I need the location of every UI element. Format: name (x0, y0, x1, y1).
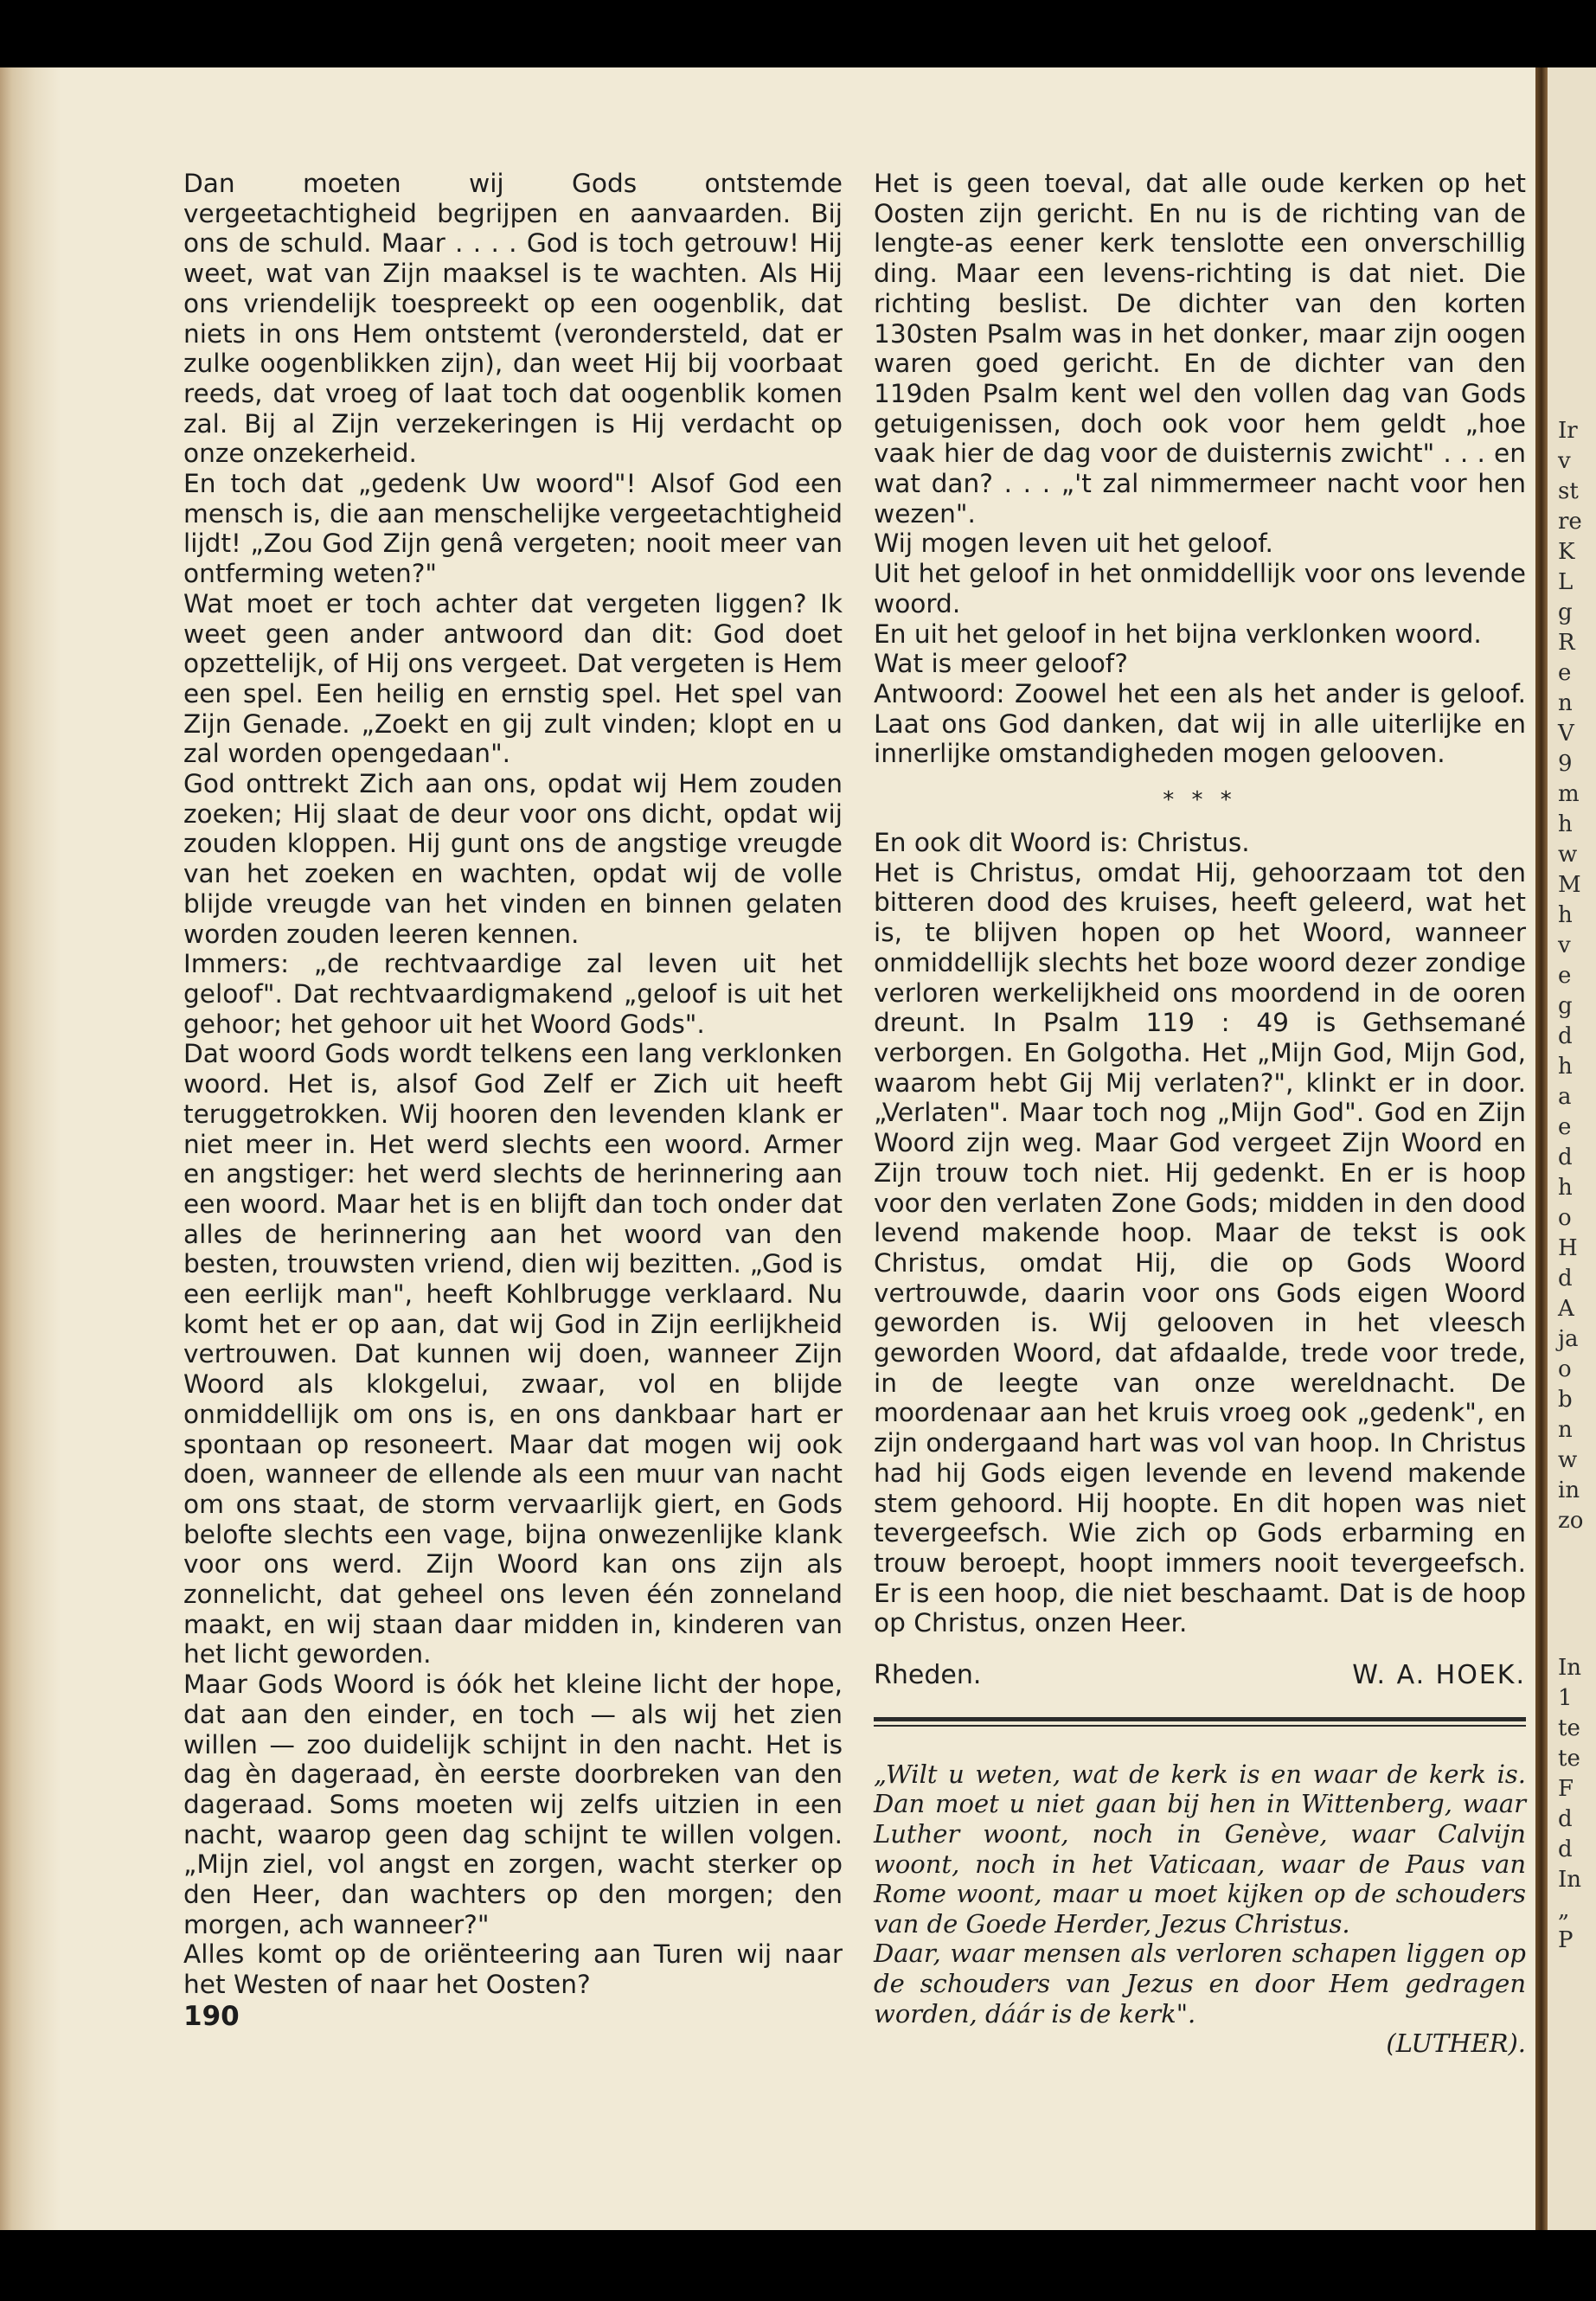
edge-fragment: a (1558, 1084, 1572, 1110)
divider-rule-thin (874, 1725, 1526, 1727)
edge-fragment: d (1558, 1836, 1573, 1862)
edge-fragment: v (1558, 933, 1571, 958)
luther-quote (874, 1759, 1526, 2059)
binding-band (1535, 67, 1548, 2230)
quote-text: Daar, waar mensen als verloren schapen liggen op de schouders van Jezus en door Hem gedragen worden, dáár is de kerk". (874, 1939, 1526, 2029)
edge-fragment: d (1558, 1023, 1573, 1049)
next-page-text-fragments (1558, 67, 1596, 2230)
edge-fragment: V (1558, 721, 1574, 747)
edge-fragment: m (1558, 781, 1580, 807)
paragraph: Uit het geloof in het onmiddellijk voor ons levende woord. (874, 559, 1526, 619)
next-page-edge (1535, 67, 1596, 2230)
divider-rule (874, 1717, 1526, 1721)
paragraph: Dat woord Gods wordt telkens een lang verklonken woord. Het is, alsof God Zelf er Zich uit heeft teruggetrokken. Wij hooren den levenden klank er niet meer in. Het werd slechts een woord. Armer en angstiger: het werd slechts de herinnering aan een woord. Maar het is en blijft dan toch onder dat alles de herinnering aan het woord van den besten, trouwsten vriend, dien wij bezitten. „God is een eerlijk man", heeft Kohlbrugge verklaard. Nu komt het er op aan, dat wij God in Zijn eerlijkheid vertrouwen. Dat kunnen wij doen, wanneer Zijn Woord als klokgelui, zwaar, vol en blijde onmiddellijk om ons is, en ons dankbaar hart er spontaan op resoneert. Maar dat mogen wij ook doen, wanneer de ellende als een muur van nacht om ons staat, de storm vervaarlijk giert, en Gods belofte slechts een vage, bijna onwezenlijke klank voor ons werd. Zijn Woord kan ons zijn als zonnelicht, dat geheel ons leven één zonneland maakt, en wij staan daar midden in, kinderen van het licht geworden. (183, 1039, 843, 1670)
edge-fragment: d (1558, 1806, 1573, 1832)
edge-fragment: R (1558, 630, 1575, 656)
edge-fragment: w (1558, 1447, 1578, 1473)
edge-fragment: st (1558, 478, 1579, 504)
edge-fragment: d (1558, 1266, 1573, 1292)
edge-fragment: w (1558, 842, 1578, 868)
edge-fragment: e (1558, 1114, 1572, 1140)
edge-fragment: o (1558, 1356, 1572, 1382)
quote-attribution: (LUTHER). (1386, 2029, 1526, 2059)
paragraph: En toch dat „gedenk Uw woord"! Alsof God een mensch is, die aan menschelijke vergeetachtigheid lijdt! „Zou God Zijn genâ vergeten; nooit meer van ontferming weten?" (183, 469, 843, 589)
paragraph: God onttrekt Zich aan ons, opdat wij Hem zouden zoeken; Hij slaat de deur voor ons dicht, opdat wij zouden kloppen. Hij gunt ons de angstige vreugde van het zoeken en wachten, opdat wij de volle blijde vreugde van het vinden en binnen gelaten worden zouden leeren kennen. (183, 769, 843, 949)
paragraph: Alles komt op de oriënteering aan Turen wij naar het Westen of naar het Oosten? (183, 1939, 843, 2000)
paragraph: Maar Gods Woord is óók het kleine licht der hope, dat aan den einder, en toch — als wij het zien willen — zoo duidelijk schijnt in den nacht. Het is dag èn dageraad, èn eerste doorbreken van den dageraad. Soms moeten wij zelfs uitzien in een nacht, waarop geen dag schijnt te willen volgen. „Mijn ziel, vol angst en zorgen, wacht sterker op den Heer, dan wachters op den morgen; den morgen, ach wanneer?" (183, 1670, 843, 1939)
paragraph: Het is Christus, omdat Hij, gehoorzaam tot den bitteren dood des kruises, heeft geleerd, wat het is, te blijven hopen op het Woord, wanneer onmiddellijk slechts het boze woord dezer zondige verloren werkelijkheid ons moordend in de ooren dreunt. In Psalm 119 : 49 is Gethsemané verborgen. En Golgotha. Het „Mijn God, Mijn God, waarom hebt Gij Mij verlaten?", klinkt er in door. „Verlaten". Maar toch nog „Mijn God". God en Zijn Woord zijn weg. Maar God vergeet Zijn Woord en Zijn trouw toch niet. Hij gedenkt. En er is hoop voor den verlaten Zone Gods; midden in den dood levend makende hoop. Maar de tekst is ook Christus, omdat Hij, die op Gods Woord vertrouwde, daarin voor ons Gods eigen Woord geworden is. Wij gelooven in het vleesch geworden Woord, dat afdaalde, trede voor trede, in de leegte van onze wereldnacht. De moordenaar aan het kruis vroeg ook „gedenk", en zijn ondergaand hart was vol van hoop. In Christus had hij Gods eigen levende en levend makende stem gehoord. Hij hoopte. En dit hopen was niet tevergeefsch. Wie zich op Gods erbarming en trouw beroept, hoopt immers nooit tevergeefsch. Er is een hoop, die niet beschaamt. Dat is de hoop op Christus, onzen Heer. (874, 857, 1526, 1638)
edge-fragment: te (1558, 1746, 1580, 1772)
edge-fragment: A (1558, 1296, 1574, 1322)
paragraph: Antwoord: Zoowel het een als het ander is geloof. Laat ons God danken, dat wij in alle uiterlijke en innerlijke omstandigheden mogen gelooven. (874, 678, 1526, 769)
edge-fragment: In (1558, 1655, 1582, 1681)
edge-fragment: L (1558, 569, 1574, 595)
edge-fragment: Ir (1558, 418, 1578, 444)
paragraph: Wij mogen leven uit het geloof. (874, 529, 1273, 559)
edge-fragment: g (1558, 599, 1573, 625)
section-separator: * * * (1163, 787, 1237, 814)
book-gutter-shadow (0, 67, 61, 2230)
signature-row (874, 1661, 1526, 1691)
edge-fragment: n (1558, 690, 1573, 716)
edge-fragment: o (1558, 1205, 1572, 1231)
right-column (874, 169, 1526, 2059)
edge-fragment: b (1558, 1387, 1573, 1413)
edge-fragment: te (1558, 1715, 1580, 1741)
paragraph: En ook dit Woord is: Christus. (874, 828, 1250, 858)
edge-fragment: v (1558, 448, 1571, 474)
edge-fragment: ja (1558, 1326, 1579, 1352)
paragraph: En uit het geloof in het bijna verklonken woord. (874, 619, 1482, 649)
edge-fragment: h (1558, 1054, 1573, 1080)
signature-place: Rheden. (874, 1660, 982, 1691)
edge-fragment: in (1558, 1477, 1580, 1503)
paragraph: Wat is meer geloof? (874, 649, 1128, 679)
edge-fragment: g (1558, 993, 1573, 1019)
paragraph: Immers: „de rechtvaardige zal leven uit het geloof". Dat rechtvaardigmakend „geloof is uit het gehoor; het gehoor uit het Woord Gods". (183, 949, 843, 1039)
edge-fragment: P (1558, 1927, 1574, 1953)
edge-fragment: 9 (1558, 751, 1573, 777)
edge-fragment: re (1558, 509, 1582, 535)
edge-fragment: h (1558, 811, 1573, 837)
edge-fragment: e (1558, 660, 1572, 686)
edge-fragment: F (1558, 1776, 1574, 1802)
page-number: 190 (183, 2000, 240, 2032)
edge-fragment: „ (1558, 1897, 1570, 1923)
edge-fragment: d (1558, 1144, 1573, 1170)
edge-fragment: H (1558, 1235, 1578, 1261)
edge-fragment: M (1558, 872, 1581, 898)
edge-fragment: h (1558, 902, 1573, 928)
edge-fragment: In (1558, 1867, 1582, 1893)
edge-fragment: n (1558, 1417, 1573, 1443)
edge-fragment: K (1558, 539, 1575, 565)
quote-text: „Wilt u weten, wat de kerk is en waar de kerk is. Dan moet u niet gaan bij hen in Wittenberg, waar Luther woont, noch in Genève, waar Calvijn woont, noch in het Vaticaan, waar de Paus van Rome woont, maar u moet kijken op de schouders van de Goede Herder, Jezus Christus. (874, 1759, 1526, 1939)
signature-author: W. A. HOEK. (1352, 1660, 1526, 1691)
paragraph: Wat moet er toch achter dat vergeten liggen? Ik weet geen ander antwoord dan dit: God doet opzettelijk, of Hij ons vergeet. Dat vergeten is Hem een spel. Een heilig en ernstig spel. Het spel van Zijn Genade. „Zoekt en gij zult vinden; klopt en u zal worden opengedaan". (183, 588, 843, 769)
paragraph: Het is geen toeval, dat alle oude kerken op het Oosten zijn gericht. En nu is de richting van de lengte-as eener kerk tenslotte een onverschillig ding. Maar een levens-richting is dat niet. Die richting beslist. De dichter van den korten 130sten Psalm was in het donker, maar zijn oogen waren goed gericht. En de dichter van den 119den Psalm kent wel den vollen dag van Gods getuigenissen, doch ook voor hem geldt „hoe vaak hier de dag voor de duisternis zwicht" . . . en wat dan? . . . „'t zal nimmermeer nacht voor hen wezen". (874, 169, 1526, 529)
edge-fragment: e (1558, 963, 1572, 989)
edge-fragment: h (1558, 1175, 1573, 1201)
left-column (183, 169, 843, 2032)
paragraph: Dan moeten wij Gods ontstemde vergeetachtigheid begrijpen en aanvaarden. Bij ons de schuld. Maar . . . . God is toch getrouw! Hij weet, wat van Zijn maaksel is te wachten. Als Hij ons vriendelijk toespreekt op een oogenblik, dat niets in ons Hem ontstemt (verondersteld, dat er zulke oogenblikken zijn), dan weet Hij bij voorbaat reeds, dat vroeg of laat toch dat oogenblik komen zal. Bij al Zijn verzekeringen is Hij verdacht op onze onzekerheid. (183, 169, 843, 469)
edge-fragment: zo (1558, 1508, 1584, 1534)
edge-fragment: 1 (1558, 1685, 1573, 1711)
